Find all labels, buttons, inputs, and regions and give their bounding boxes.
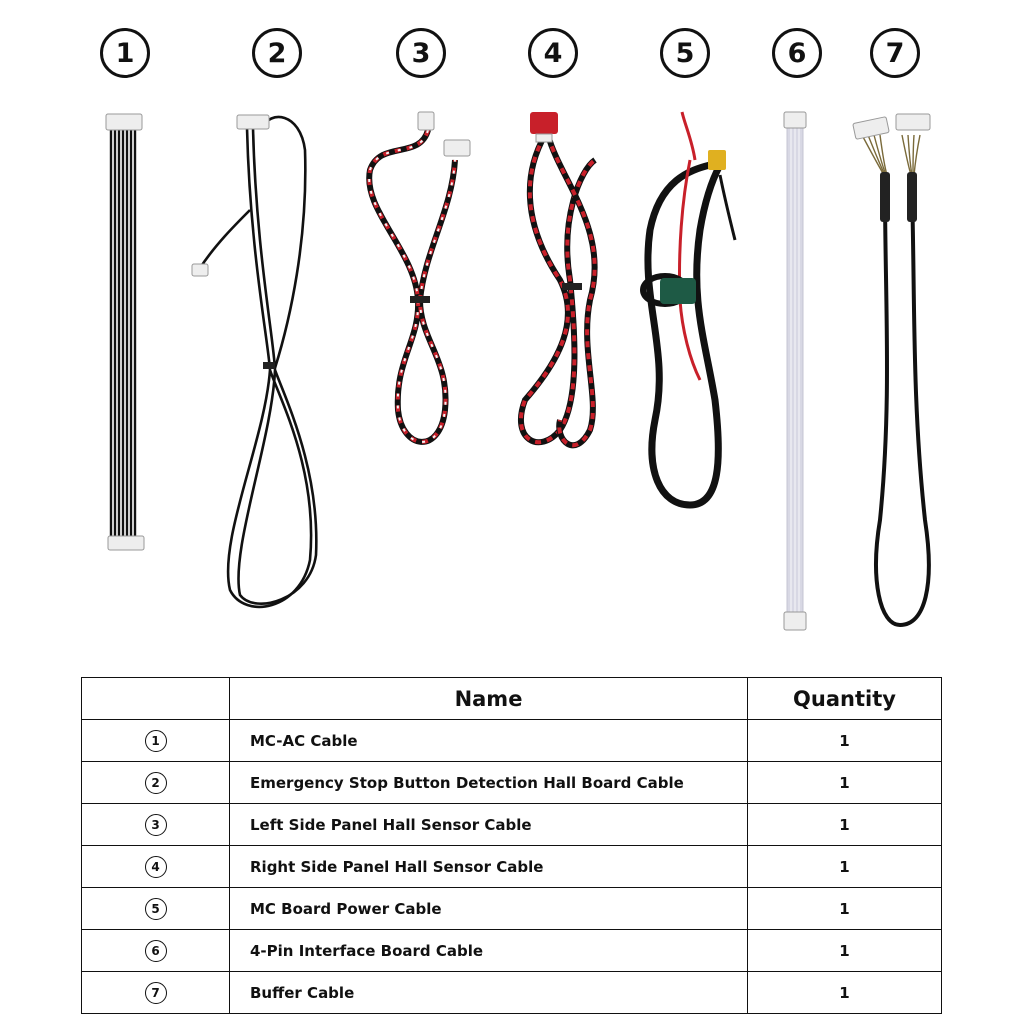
- badge-2: 2: [252, 28, 302, 78]
- badge-7: 7: [870, 28, 920, 78]
- table-row: [82, 846, 942, 888]
- row-quantity: 1: [748, 762, 942, 804]
- parts-table: [81, 677, 942, 1014]
- table-row: [82, 888, 942, 930]
- badge-6: 6: [772, 28, 822, 78]
- badge-1: 1: [100, 28, 150, 78]
- row-name: Left Side Panel Hall Sensor Cable: [230, 804, 748, 846]
- header-quantity: Quantity: [748, 678, 942, 720]
- row-quantity: 1: [748, 930, 942, 972]
- cable-7-illustration: [853, 114, 930, 625]
- row-quantity: 1: [748, 804, 942, 846]
- row-name: Buffer Cable: [230, 972, 748, 1014]
- badge-4: 4: [528, 28, 578, 78]
- header-number: [82, 678, 230, 720]
- row-name: MC-AC Cable: [230, 720, 748, 762]
- row-quantity: 1: [748, 972, 942, 1014]
- row-quantity: 1: [748, 888, 942, 930]
- cable-1-illustration: [106, 114, 144, 550]
- cable-3-illustration: [369, 112, 470, 442]
- cable-4-illustration: [521, 112, 595, 445]
- table-row: [82, 720, 942, 762]
- row-number: 1: [145, 730, 167, 752]
- row-number: 2: [145, 772, 167, 794]
- row-number: 7: [145, 982, 167, 1004]
- row-name: MC Board Power Cable: [230, 888, 748, 930]
- row-number: 3: [145, 814, 167, 836]
- table-row: [82, 972, 942, 1014]
- row-name: Right Side Panel Hall Sensor Cable: [230, 846, 748, 888]
- cable-5-illustration: [643, 112, 735, 505]
- row-number: 4: [145, 856, 167, 878]
- header-name: Name: [230, 678, 748, 720]
- row-number: 5: [145, 898, 167, 920]
- badge-3: 3: [396, 28, 446, 78]
- row-quantity: 1: [748, 720, 942, 762]
- row-name: 4-Pin Interface Board Cable: [230, 930, 748, 972]
- row-name: Emergency Stop Button Detection Hall Board Cable: [230, 762, 748, 804]
- table-row: [82, 930, 942, 972]
- cable-6-illustration: [784, 112, 806, 630]
- row-quantity: 1: [748, 846, 942, 888]
- badge-5: 5: [660, 28, 710, 78]
- table-row: [82, 804, 942, 846]
- row-number: 6: [145, 940, 167, 962]
- cable-2-illustration: [192, 115, 316, 607]
- table-row: [82, 762, 942, 804]
- table-header-row: [82, 678, 942, 720]
